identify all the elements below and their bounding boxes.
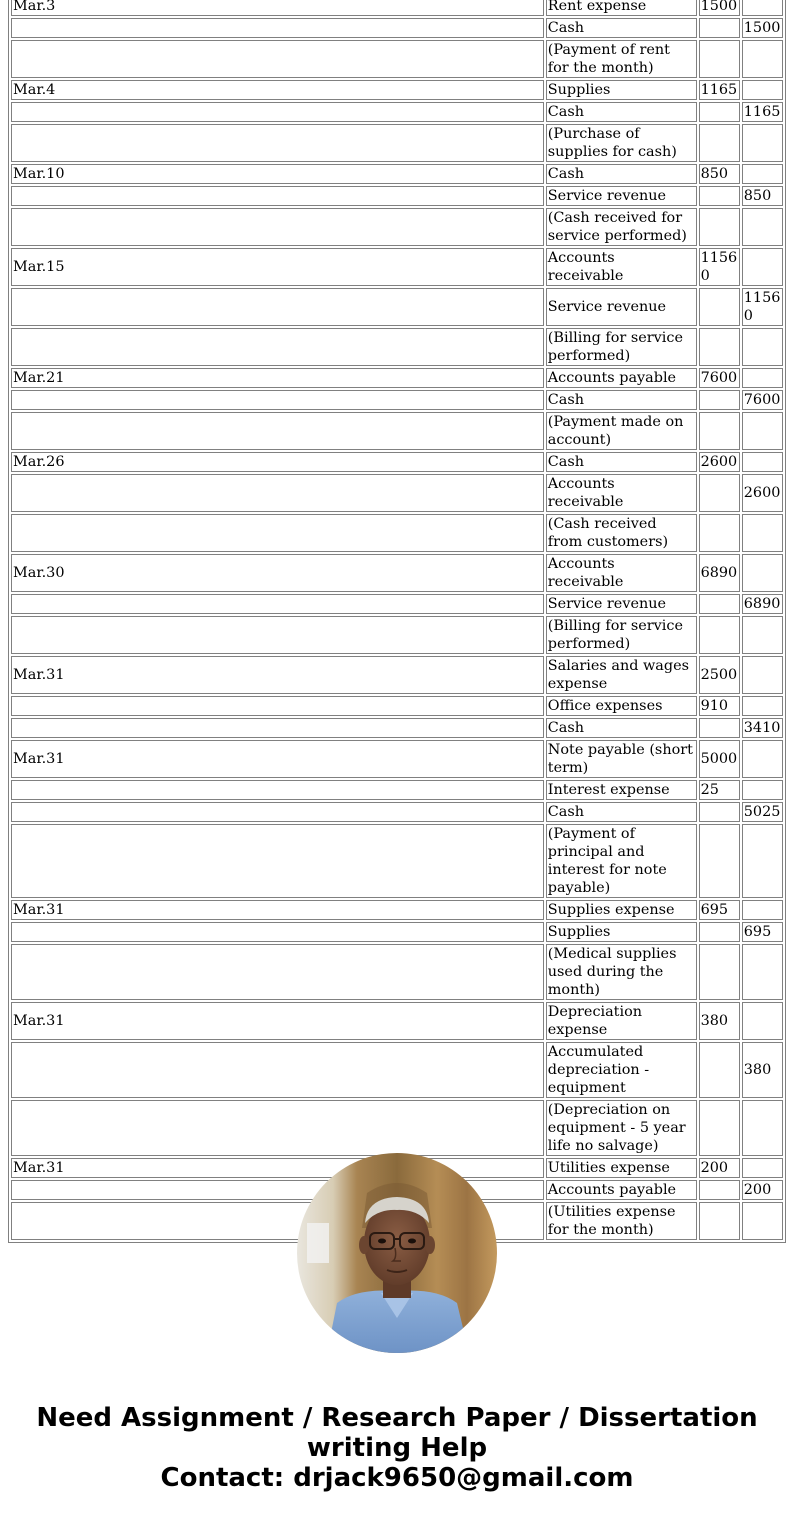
journal-row — [11, 616, 783, 654]
journal-entries-body — [11, 0, 783, 1240]
date-cell — [11, 1100, 544, 1156]
credit-cell — [742, 1002, 783, 1040]
journal-row — [11, 740, 783, 778]
journal-row — [11, 124, 783, 162]
account-cell: (Medical supplies used during the month) — [546, 944, 697, 1000]
debit-cell: 7600 — [699, 368, 740, 388]
debit-cell — [699, 412, 740, 450]
debit-cell: 6890 — [699, 554, 740, 592]
date-cell: Mar.31 — [11, 1158, 544, 1178]
journal-row — [11, 656, 783, 694]
account-cell: Salaries and wages expense — [546, 656, 697, 694]
account-cell: (Payment of rent for the month) — [546, 40, 697, 78]
account-cell: Supplies — [546, 80, 697, 100]
debit-cell: 1165 — [699, 80, 740, 100]
account-cell: Rent expense — [546, 0, 697, 16]
journal-row — [11, 1002, 783, 1040]
promo-text — [0, 1403, 794, 1493]
debit-cell — [699, 390, 740, 410]
date-cell: Mar.26 — [11, 452, 544, 472]
credit-cell: 695 — [742, 922, 783, 942]
debit-cell — [699, 944, 740, 1000]
journal-row — [11, 452, 783, 472]
account-cell: Service revenue — [546, 288, 697, 326]
date-cell: Mar.31 — [11, 740, 544, 778]
credit-cell — [742, 1202, 783, 1240]
debit-cell: 910 — [699, 696, 740, 716]
date-cell: Mar.10 — [11, 164, 544, 184]
account-cell: Accounts receivable — [546, 474, 697, 512]
debit-cell — [699, 288, 740, 326]
credit-cell: 5025 — [742, 802, 783, 822]
credit-cell — [742, 944, 783, 1000]
account-cell: (Billing for service performed) — [546, 328, 697, 366]
journal-entries-table — [8, 0, 786, 1243]
journal-row — [11, 1042, 783, 1098]
journal-row — [11, 390, 783, 410]
credit-cell — [742, 780, 783, 800]
debit-cell — [699, 124, 740, 162]
debit-cell — [699, 922, 740, 942]
debit-cell — [699, 1180, 740, 1200]
debit-cell: 695 — [699, 900, 740, 920]
date-cell — [11, 40, 544, 78]
date-cell: Mar.31 — [11, 656, 544, 694]
journal-row — [11, 80, 783, 100]
credit-cell — [742, 740, 783, 778]
debit-cell — [699, 824, 740, 898]
debit-cell: 1500 — [699, 0, 740, 16]
credit-cell — [742, 124, 783, 162]
account-cell: (Payment made on account) — [546, 412, 697, 450]
date-cell: Mar.15 — [11, 248, 544, 286]
account-cell: Cash — [546, 802, 697, 822]
credit-cell — [742, 554, 783, 592]
debit-cell — [699, 718, 740, 738]
date-cell — [11, 696, 544, 716]
account-cell: Accounts payable — [546, 368, 697, 388]
journal-row — [11, 594, 783, 614]
journal-row — [11, 368, 783, 388]
date-cell — [11, 616, 544, 654]
account-cell: Supplies expense — [546, 900, 697, 920]
credit-cell: 7600 — [742, 390, 783, 410]
date-cell — [11, 718, 544, 738]
date-cell: Mar.30 — [11, 554, 544, 592]
journal-row — [11, 824, 783, 898]
date-cell — [11, 412, 544, 450]
debit-cell — [699, 1042, 740, 1098]
credit-cell: 850 — [742, 186, 783, 206]
date-cell: Mar.3 — [11, 0, 544, 16]
date-cell — [11, 594, 544, 614]
debit-cell — [699, 186, 740, 206]
credit-cell: 2600 — [742, 474, 783, 512]
journal-row — [11, 412, 783, 450]
journal-row — [11, 208, 783, 246]
account-cell: (Utilities expense for the month) — [546, 1202, 697, 1240]
journal-row — [11, 288, 783, 326]
debit-cell — [699, 1100, 740, 1156]
debit-cell: 200 — [699, 1158, 740, 1178]
promo-line-1: Need Assignment / Research Paper / Dissertation — [36, 1403, 758, 1433]
account-cell: Accounts receivable — [546, 554, 697, 592]
date-cell — [11, 944, 544, 1000]
account-cell: (Cash received from customers) — [546, 514, 697, 552]
journal-row — [11, 328, 783, 366]
debit-cell: 5000 — [699, 740, 740, 778]
account-cell: (Payment of principal and interest for note payable) — [546, 824, 697, 898]
journal-row — [11, 718, 783, 738]
date-cell — [11, 328, 544, 366]
credit-cell: 6890 — [742, 594, 783, 614]
debit-cell — [699, 802, 740, 822]
debit-cell: 850 — [699, 164, 740, 184]
account-cell: Cash — [546, 718, 697, 738]
date-cell: Mar.4 — [11, 80, 544, 100]
date-cell — [11, 124, 544, 162]
date-cell — [11, 780, 544, 800]
journal-row — [11, 164, 783, 184]
debit-cell — [699, 616, 740, 654]
credit-cell — [742, 0, 783, 16]
account-cell: Depreciation expense — [546, 1002, 697, 1040]
credit-cell — [742, 368, 783, 388]
account-cell: (Billing for service performed) — [546, 616, 697, 654]
journal-row — [11, 900, 783, 920]
promo-contact: Contact: drjack9650@gmail.com — [160, 1463, 634, 1493]
credit-cell — [742, 900, 783, 920]
debit-cell — [699, 594, 740, 614]
credit-cell — [742, 514, 783, 552]
debit-cell: 25 — [699, 780, 740, 800]
journal-row — [11, 514, 783, 552]
debit-cell: 380 — [699, 1002, 740, 1040]
promo-line-2: writing Help — [306, 1433, 488, 1463]
debit-cell: 2600 — [699, 452, 740, 472]
debit-cell: 2500 — [699, 656, 740, 694]
date-cell — [11, 922, 544, 942]
credit-cell — [742, 452, 783, 472]
debit-cell: 11560 — [699, 248, 740, 286]
journal-row — [11, 248, 783, 286]
date-cell — [11, 208, 544, 246]
account-cell: Cash — [546, 164, 697, 184]
debit-cell — [699, 514, 740, 552]
account-cell: Note payable (short term) — [546, 740, 697, 778]
date-cell — [11, 18, 544, 38]
debit-cell — [699, 40, 740, 78]
account-cell: Cash — [546, 18, 697, 38]
debit-cell — [699, 474, 740, 512]
journal-row — [11, 802, 783, 822]
date-cell — [11, 390, 544, 410]
journal-row — [11, 1100, 783, 1156]
credit-cell — [742, 412, 783, 450]
account-cell: Cash — [546, 452, 697, 472]
account-cell: Cash — [546, 102, 697, 122]
account-cell: Service revenue — [546, 594, 697, 614]
debit-cell — [699, 1202, 740, 1240]
debit-cell — [699, 102, 740, 122]
credit-cell — [742, 656, 783, 694]
date-cell — [11, 824, 544, 898]
credit-cell — [742, 164, 783, 184]
date-cell — [11, 514, 544, 552]
journal-row — [11, 102, 783, 122]
date-cell — [11, 186, 544, 206]
debit-cell — [699, 208, 740, 246]
journal-entries-table-wrapper — [8, 0, 786, 1243]
credit-cell — [742, 328, 783, 366]
journal-row — [11, 0, 783, 16]
journal-row — [11, 474, 783, 512]
date-cell — [11, 1042, 544, 1098]
account-cell: Accounts receivable — [546, 248, 697, 286]
journal-row — [11, 40, 783, 78]
credit-cell — [742, 1158, 783, 1178]
credit-cell — [742, 1100, 783, 1156]
date-cell — [11, 802, 544, 822]
journal-row — [11, 186, 783, 206]
author-photo-illustration — [297, 1153, 497, 1353]
credit-cell — [742, 616, 783, 654]
credit-cell: 1500 — [742, 18, 783, 38]
credit-cell — [742, 40, 783, 78]
account-cell: Interest expense — [546, 780, 697, 800]
credit-cell: 380 — [742, 1042, 783, 1098]
date-cell — [11, 102, 544, 122]
journal-row — [11, 696, 783, 716]
date-cell — [11, 288, 544, 326]
journal-row — [11, 18, 783, 38]
credit-cell — [742, 208, 783, 246]
credit-cell — [742, 248, 783, 286]
credit-cell: 3410 — [742, 718, 783, 738]
credit-cell — [742, 80, 783, 100]
account-cell: Accounts payable — [546, 1180, 697, 1200]
account-cell: Service revenue — [546, 186, 697, 206]
account-cell: Supplies — [546, 922, 697, 942]
credit-cell: 1165 — [742, 102, 783, 122]
author-avatar — [297, 1153, 497, 1353]
journal-row — [11, 944, 783, 1000]
date-cell: Mar.31 — [11, 900, 544, 920]
date-cell: Mar.31 — [11, 1002, 544, 1040]
credit-cell — [742, 696, 783, 716]
credit-cell: 11560 — [742, 288, 783, 326]
journal-row — [11, 554, 783, 592]
journal-row — [11, 780, 783, 800]
journal-row — [11, 922, 783, 942]
date-cell: Mar.21 — [11, 368, 544, 388]
account-cell: Cash — [546, 390, 697, 410]
debit-cell — [699, 18, 740, 38]
date-cell — [11, 474, 544, 512]
account-cell: (Cash received for service performed) — [546, 208, 697, 246]
credit-cell — [742, 824, 783, 898]
account-cell: Accumulated depreciation - equipment — [546, 1042, 697, 1098]
account-cell: (Purchase of supplies for cash) — [546, 124, 697, 162]
debit-cell — [699, 328, 740, 366]
account-cell: Office expenses — [546, 696, 697, 716]
credit-cell: 200 — [742, 1180, 783, 1200]
account-cell: Utilities expense — [546, 1158, 697, 1178]
account-cell: (Depreciation on equipment - 5 year life no salvage) — [546, 1100, 697, 1156]
